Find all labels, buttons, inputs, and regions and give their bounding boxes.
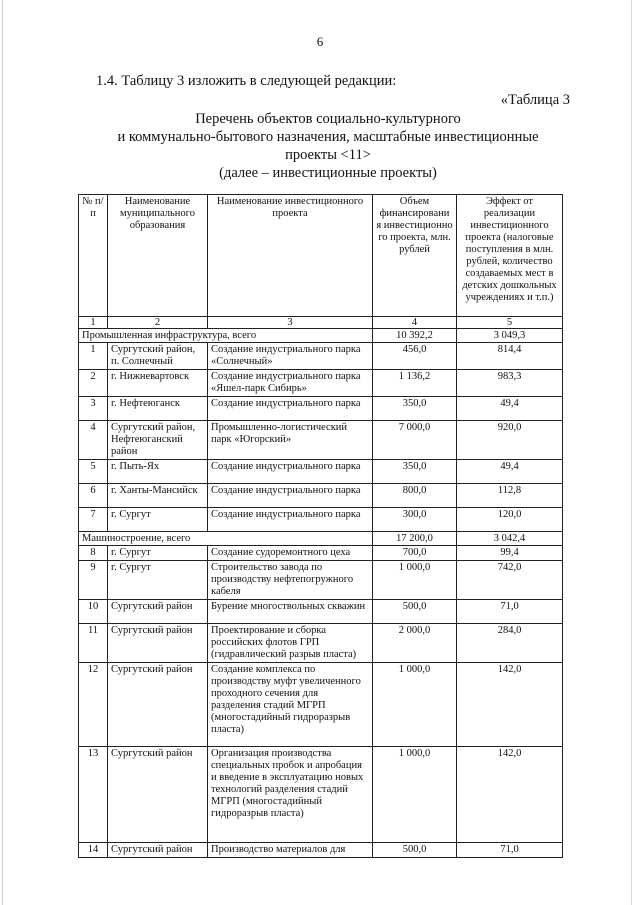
row-municipality: г. Пыть-Ях	[108, 460, 208, 484]
row-project: Создание индустриального парка	[208, 397, 373, 421]
table-row	[79, 624, 563, 663]
column-index-row	[79, 317, 563, 329]
table-body	[79, 317, 563, 858]
row-number: 14	[79, 843, 108, 858]
row-municipality: г. Сургут	[108, 546, 208, 561]
page-number: 6	[316, 34, 324, 49]
table-row	[79, 561, 563, 600]
title-line: Перечень объектов социально-культурного	[195, 111, 461, 127]
row-municipality: Сургутский район, Нефтеюганский район	[108, 421, 208, 460]
table-row	[79, 343, 563, 370]
row-municipality: г. Ханты-Мансийск	[108, 484, 208, 508]
row-number: 9	[79, 561, 108, 600]
table-row	[79, 663, 563, 747]
row-cost: 7 000,0	[373, 421, 457, 460]
row-cost: 350,0	[373, 460, 457, 484]
header-project: Наименование инвестиционного проекта	[208, 195, 373, 317]
row-project: Создание индустриального парка	[208, 508, 373, 532]
row-effect: 142,0	[457, 747, 563, 843]
section-title: Машиностроение, всего	[79, 532, 373, 546]
row-number: 1	[79, 343, 108, 370]
title-line: проекты <11>	[285, 147, 371, 163]
index-cell: 2	[108, 317, 208, 329]
header-num: № п/п	[79, 195, 108, 317]
row-municipality: г. Сургут	[108, 561, 208, 600]
row-cost: 2 000,0	[373, 624, 457, 663]
row-cost: 1 000,0	[373, 747, 457, 843]
row-number: 12	[79, 663, 108, 747]
row-municipality: г. Нефтеюганск	[108, 397, 208, 421]
row-project: Бурение многоствольных скважин	[208, 600, 373, 624]
row-project: Проектирование и сборка российских флотов ГРП (гидравлический разрыв пласта)	[208, 624, 373, 663]
row-cost: 1 000,0	[373, 663, 457, 747]
amendment-intro: 1.4. Таблицу 3 изложить в следующей редакции:	[96, 73, 397, 89]
table-row	[79, 460, 563, 484]
row-project: Создание индустриального парка «Солнечный»	[208, 343, 373, 370]
table-row	[79, 747, 563, 843]
row-municipality: Сургутский район	[108, 747, 208, 843]
row-effect: 71,0	[457, 843, 563, 858]
row-number: 4	[79, 421, 108, 460]
row-number: 6	[79, 484, 108, 508]
table-row	[79, 508, 563, 532]
row-project: Создание комплекса по производству муфт увеличенного проходного сечения для разделения стадий МГРП (многостадийный гидроразрыв пласта)	[208, 663, 373, 747]
row-number: 10	[79, 600, 108, 624]
section-effect: 3 049,3	[457, 329, 563, 343]
row-municipality: Сургутский район	[108, 624, 208, 663]
row-effect: 284,0	[457, 624, 563, 663]
table-row	[79, 843, 563, 858]
row-municipality: Сургутский район	[108, 843, 208, 858]
row-number: 11	[79, 624, 108, 663]
title-line: и коммунально-бытового назначения, масштабные инвестиционные	[117, 129, 539, 145]
row-municipality: г. Нижневартовск	[108, 370, 208, 397]
row-project: Производство материалов для	[208, 843, 373, 858]
index-cell: 4	[373, 317, 457, 329]
row-project: Организация производства специальных пробок и апробация и введение в эксплуатацию новых технологий разделения стадий МГРП (многостадийный гидроразрыв пласта)	[208, 747, 373, 843]
row-project: Промышленно-логистический парк «Югорский»	[208, 421, 373, 460]
table-title	[0, 110, 640, 182]
row-effect: 49,4	[457, 397, 563, 421]
row-effect: 742,0	[457, 561, 563, 600]
section-effect: 3 042,4	[457, 532, 563, 546]
title-line: (далее – инвестиционные проекты)	[219, 165, 437, 181]
row-project: Создание индустриального парка «Яшел-парк Сибирь»	[208, 370, 373, 397]
header-cost: Объем финансировани я инвестиционно го проекта, млн. рублей	[373, 195, 457, 317]
row-number: 3	[79, 397, 108, 421]
row-municipality: Сургутский район	[108, 600, 208, 624]
row-number: 8	[79, 546, 108, 561]
row-effect: 983,3	[457, 370, 563, 397]
row-municipality: Сургутский район, п. Солнечный	[108, 343, 208, 370]
table-row	[79, 397, 563, 421]
row-number: 2	[79, 370, 108, 397]
row-cost: 1 000,0	[373, 561, 457, 600]
index-cell: 1	[79, 317, 108, 329]
table-label: «Таблица 3	[500, 92, 570, 108]
section-cost: 17 200,0	[373, 532, 457, 546]
row-cost: 500,0	[373, 843, 457, 858]
section-total-row	[79, 329, 563, 343]
row-number: 7	[79, 508, 108, 532]
header-municipality: Наименование муниципального образования	[108, 195, 208, 317]
table-row	[79, 370, 563, 397]
row-effect: 71,0	[457, 600, 563, 624]
table-row	[79, 421, 563, 460]
row-cost: 456,0	[373, 343, 457, 370]
row-effect: 49,4	[457, 460, 563, 484]
row-effect: 920,0	[457, 421, 563, 460]
row-number: 13	[79, 747, 108, 843]
row-cost: 800,0	[373, 484, 457, 508]
row-cost: 700,0	[373, 546, 457, 561]
row-municipality: Сургутский район	[108, 663, 208, 747]
row-effect: 99,4	[457, 546, 563, 561]
row-project: Строительство завода по производству нефтепогружного кабеля	[208, 561, 373, 600]
row-effect: 142,0	[457, 663, 563, 747]
row-effect: 814,4	[457, 343, 563, 370]
row-project: Создание индустриального парка	[208, 460, 373, 484]
row-project: Создание индустриального парка	[208, 484, 373, 508]
row-effect: 112,8	[457, 484, 563, 508]
section-total-row	[79, 532, 563, 546]
section-title: Промышленная инфраструктура, всего	[79, 329, 373, 343]
row-cost: 350,0	[373, 397, 457, 421]
row-effect: 120,0	[457, 508, 563, 532]
table-row	[79, 546, 563, 561]
header-row	[79, 195, 563, 317]
investment-projects-table	[78, 194, 563, 858]
row-cost: 300,0	[373, 508, 457, 532]
header-effect: Эффект от реализации инвестиционного проекта (налоговые поступления в млн. рублей, количество создаваемых мест в детских дошкольных учреждениях и т.п.)	[457, 195, 563, 317]
section-cost: 10 392,2	[373, 329, 457, 343]
index-cell: 3	[208, 317, 373, 329]
row-number: 5	[79, 460, 108, 484]
table-row	[79, 600, 563, 624]
index-cell: 5	[457, 317, 563, 329]
table-row	[79, 484, 563, 508]
row-cost: 500,0	[373, 600, 457, 624]
row-municipality: г. Сургут	[108, 508, 208, 532]
row-cost: 1 136,2	[373, 370, 457, 397]
row-project: Создание судоремонтного цеха	[208, 546, 373, 561]
